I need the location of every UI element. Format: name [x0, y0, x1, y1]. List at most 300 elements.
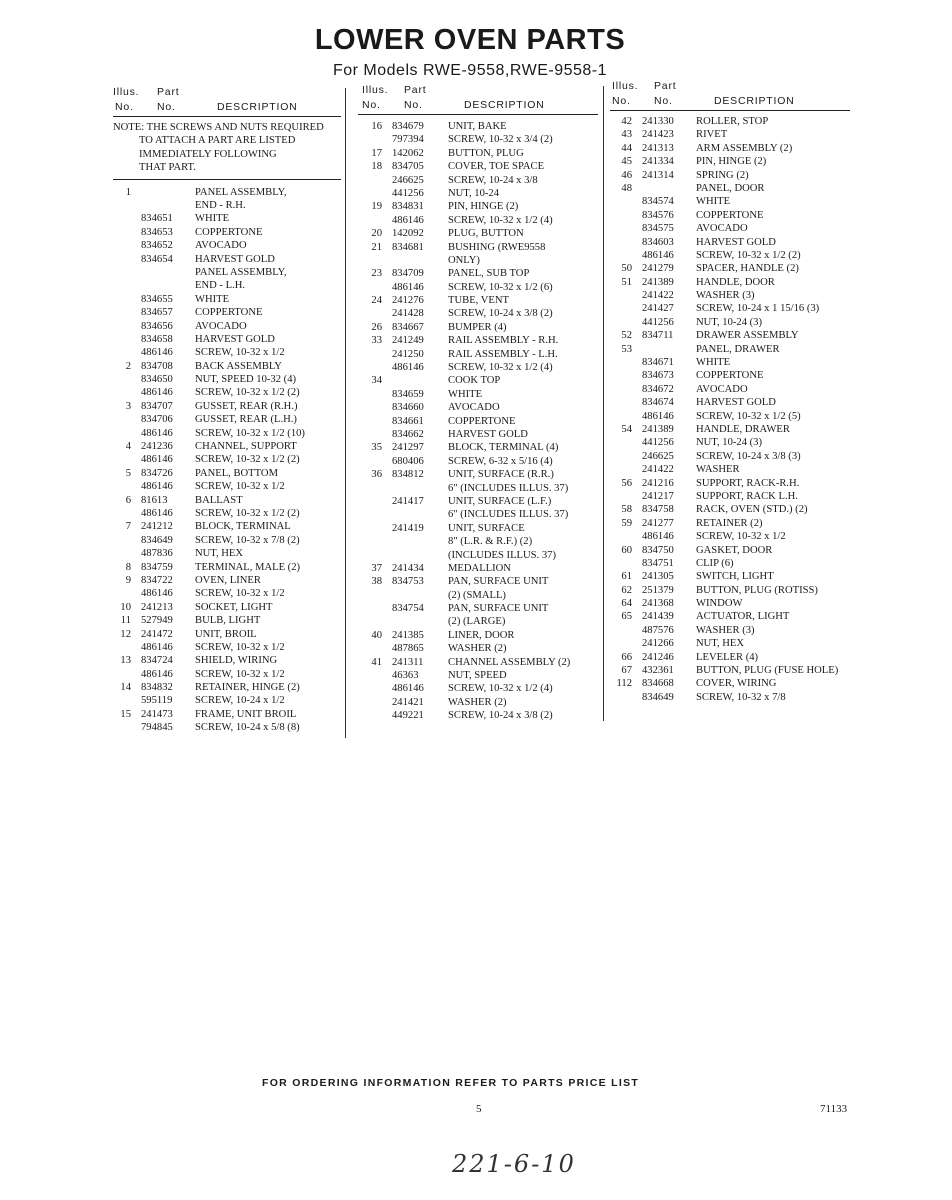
- parts-rows: [610, 115, 850, 704]
- part-number: 241385: [392, 629, 424, 641]
- parts-table-row: [113, 708, 341, 721]
- part-description: PANEL ASSEMBLY,: [195, 186, 287, 198]
- part-number: 241277: [642, 517, 674, 529]
- part-description: ACTUATOR, LIGHT: [696, 611, 790, 623]
- part-description: WASHER (2): [448, 643, 507, 655]
- part-number: 241216: [642, 477, 674, 489]
- header-description: DESCRIPTION: [714, 95, 795, 107]
- parts-table-row: [610, 423, 850, 436]
- parts-table-row: [113, 293, 341, 306]
- parts-table-row: [358, 522, 598, 535]
- part-description: WHITE: [195, 213, 230, 225]
- parts-table-row: [113, 427, 341, 440]
- parts-table-row: [113, 266, 341, 279]
- illus-number: 21: [371, 241, 382, 253]
- header-illus: Illus.: [362, 84, 389, 96]
- illus-number: 17: [371, 147, 382, 159]
- part-number: 241313: [642, 142, 674, 154]
- part-number: 486146: [392, 214, 424, 226]
- parts-table-row: [113, 239, 341, 252]
- header-part: Part: [157, 86, 180, 98]
- illus-number: 60: [621, 544, 632, 556]
- part-description: COVER, TOE SPACE: [448, 161, 545, 173]
- part-description: 6" (INCLUDES ILLUS. 37): [448, 482, 569, 494]
- part-number: 241421: [392, 696, 424, 708]
- parts-table-row: [610, 222, 850, 235]
- part-description: SUPPORT, RACK-R.H.: [696, 477, 800, 489]
- parts-table-row: [610, 396, 850, 409]
- part-number: 834603: [642, 236, 674, 248]
- part-number: 834707: [141, 400, 173, 412]
- part-description: UNIT, BROIL: [195, 628, 257, 640]
- part-description: END - R.H.: [195, 200, 246, 212]
- part-description: RAIL ASSEMBLY - R.H.: [448, 335, 559, 347]
- parts-table-row: [610, 262, 850, 275]
- illus-number: 6: [125, 494, 131, 506]
- parts-table-row: [358, 468, 598, 481]
- parts-table-row: [358, 200, 598, 213]
- parts-table-row: [113, 587, 341, 600]
- parts-table-row: [358, 120, 598, 133]
- header-description: DESCRIPTION: [464, 99, 545, 111]
- illus-number: 14: [120, 682, 131, 694]
- part-number: 834706: [141, 414, 173, 426]
- part-description: OVEN, LINER: [195, 574, 261, 586]
- part-number: 834726: [141, 467, 173, 479]
- part-number: 241389: [642, 423, 674, 435]
- part-description: (2) (LARGE): [448, 616, 506, 628]
- part-description: END - L.H.: [195, 280, 246, 292]
- parts-table-row: [113, 721, 341, 734]
- parts-table-row: [358, 428, 598, 441]
- part-description: TUBE, VENT: [448, 295, 510, 307]
- part-number: 486146: [141, 347, 173, 359]
- part-description: UNIT, SURFACE: [448, 522, 525, 534]
- illus-number: 10: [120, 601, 131, 613]
- parts-table-row: [113, 253, 341, 266]
- illus-number: 52: [621, 330, 632, 342]
- header-part: Part: [654, 80, 677, 92]
- part-description: SCREW, 10-32 x 1/2: [195, 668, 285, 680]
- parts-table-row: [610, 544, 850, 557]
- note-block: [113, 117, 341, 179]
- parts-table-row: [358, 575, 598, 588]
- parts-table-row: [610, 316, 850, 329]
- parts-table-row: [610, 356, 850, 369]
- part-number: 834673: [642, 370, 674, 382]
- part-description: SCREW, 10-32 x 7/8: [696, 691, 786, 703]
- part-number: 251379: [642, 584, 674, 596]
- note-line: THAT PART.: [139, 162, 196, 174]
- illus-number: 4: [125, 441, 131, 453]
- part-description: COPPERTONE: [195, 307, 263, 319]
- parts-table-row: [610, 276, 850, 289]
- part-number: 834758: [642, 504, 674, 516]
- part-description: SCREW, 10-32 x 1/2: [195, 641, 285, 653]
- illus-number: 41: [371, 656, 382, 668]
- illus-number: 36: [371, 469, 382, 481]
- parts-table-row: [358, 549, 598, 562]
- header-illus-no: No.: [115, 101, 134, 113]
- part-number: 834661: [392, 415, 424, 427]
- part-number: 241422: [642, 290, 674, 302]
- illus-number: 13: [120, 655, 131, 667]
- part-description: BUTTON, PLUG: [448, 147, 524, 159]
- part-number: 834662: [392, 428, 424, 440]
- note-line: TO ATTACH A PART ARE LISTED: [139, 135, 296, 147]
- part-number: 241472: [141, 628, 173, 640]
- parts-table-row: [113, 279, 341, 292]
- part-description: LEVELER (4): [696, 651, 759, 663]
- note-line: NOTE: THE SCREWS AND NUTS REQUIRED: [113, 122, 324, 133]
- part-description: WHITE: [195, 293, 230, 305]
- part-number: 241427: [642, 303, 674, 315]
- note-line: IMMEDIATELY FOLLOWING: [139, 148, 277, 160]
- parts-table-row: [610, 677, 850, 690]
- part-description: SCREW, 6-32 x 5/16 (4): [448, 455, 553, 467]
- header-illus-no: No.: [612, 95, 631, 107]
- part-description: SCREW, 10-32 x 1/2 (6): [448, 281, 553, 293]
- illus-number: 50: [621, 263, 632, 275]
- header-part-no: No.: [157, 101, 176, 113]
- part-description: BUTTON, PLUG (FUSE HOLE): [696, 665, 839, 677]
- part-number: 246625: [642, 450, 674, 462]
- part-number: 241419: [392, 522, 424, 534]
- parts-table-row: [113, 226, 341, 239]
- parts-table-row: [113, 534, 341, 547]
- parts-table-row: [113, 212, 341, 225]
- part-number: 241439: [642, 611, 674, 623]
- parts-table-row: [610, 128, 850, 141]
- part-number: 486146: [642, 531, 674, 543]
- illus-number: 44: [621, 142, 632, 154]
- part-number: 486146: [392, 281, 424, 293]
- part-description: COPPERTONE: [195, 226, 263, 238]
- part-description: BUSHING (RWE9558: [448, 241, 546, 253]
- part-description: PANEL, BOTTOM: [195, 467, 278, 479]
- header-part: Part: [404, 84, 427, 96]
- parts-table-row: [610, 369, 850, 382]
- part-description: PIN, HINGE (2): [696, 156, 767, 168]
- part-number: 246625: [392, 174, 424, 186]
- parts-table-row: [358, 174, 598, 187]
- part-description: UNIT, BAKE: [448, 121, 507, 132]
- parts-table-row: [358, 629, 598, 642]
- column-divider: [603, 86, 604, 721]
- parts-table-row: [610, 463, 850, 476]
- part-description: SCREW, 10-32 x 1/2: [696, 531, 786, 543]
- part-description: NUT, 10-24 (3): [696, 437, 762, 449]
- illus-number: 8: [125, 561, 131, 573]
- part-description: UNIT, SURFACE (R.R.): [448, 469, 554, 481]
- part-description: WHITE: [696, 196, 731, 208]
- part-number: 680406: [392, 455, 424, 467]
- parts-table-row: [358, 669, 598, 682]
- parts-table-row: [610, 490, 850, 503]
- parts-table-row: [113, 440, 341, 453]
- parts-table-row: [610, 530, 850, 543]
- parts-table-row: [610, 195, 850, 208]
- parts-table-row: [358, 415, 598, 428]
- illus-number: 1: [125, 186, 131, 198]
- part-description: SCREW, 10-32 x 1/2 (4): [448, 214, 553, 226]
- part-number: 241249: [392, 335, 424, 347]
- part-number: 834711: [642, 330, 674, 342]
- parts-table-row: [358, 187, 598, 200]
- column-header: [610, 80, 850, 110]
- illus-number: 15: [120, 708, 131, 720]
- part-number: 834658: [141, 333, 173, 345]
- part-number: 794845: [141, 722, 173, 734]
- parts-table-row: [113, 467, 341, 480]
- part-description: HARVEST GOLD: [696, 236, 776, 248]
- part-description: SCREW, 10-32 x 1/2: [195, 347, 285, 359]
- part-number: 834724: [141, 655, 173, 667]
- illus-number: 54: [621, 423, 632, 435]
- header-part-no: No.: [404, 99, 423, 111]
- part-number: 834660: [392, 402, 424, 414]
- part-number: 241473: [141, 708, 173, 720]
- part-number: 834759: [141, 561, 173, 573]
- parts-table-row: [113, 641, 341, 654]
- parts-table-row: [610, 115, 850, 128]
- parts-table-row: [113, 628, 341, 641]
- illus-number: 7: [125, 521, 131, 533]
- part-number: 241417: [392, 495, 424, 507]
- part-description: RIVET: [696, 129, 728, 141]
- part-number: 834708: [141, 360, 173, 372]
- part-description: SCREW, 10-32 x 1/2 (10): [195, 427, 305, 439]
- part-description: SHIELD, WIRING: [195, 655, 278, 667]
- part-description: AVOCADO: [696, 383, 748, 395]
- part-number: 241434: [392, 562, 424, 574]
- part-description: SCREW, 10-32 x 1/2: [195, 588, 285, 600]
- illus-number: 5: [125, 467, 131, 479]
- column-header: [113, 86, 341, 116]
- part-number: 241279: [642, 263, 674, 275]
- parts-table-row: [610, 436, 850, 449]
- parts-table-row: [610, 610, 850, 623]
- part-number: 834705: [392, 161, 424, 173]
- part-number: 487865: [392, 643, 424, 655]
- part-number: 834679: [392, 121, 424, 132]
- part-description: BACK ASSEMBLY: [195, 360, 282, 372]
- illus-number: 65: [621, 611, 632, 623]
- parts-table-row: [610, 450, 850, 463]
- parts-table-row: [610, 477, 850, 490]
- part-description: NUT, HEX: [195, 548, 244, 560]
- part-description: NUT, SPEED 10-32 (4): [195, 374, 297, 386]
- column-header: [358, 84, 598, 114]
- parts-table-row: [610, 343, 850, 356]
- part-number: 834812: [392, 469, 424, 481]
- handwritten-note: 221-6-10: [452, 1150, 576, 1178]
- illus-number: 58: [621, 504, 632, 516]
- part-description: SCREW, 10-32 x 1/2 (2): [195, 508, 300, 519]
- part-number: 487576: [642, 624, 674, 636]
- part-description: NUT, 10-24 (3): [696, 316, 762, 328]
- part-number: 834575: [642, 223, 674, 235]
- parts-table-row: [610, 557, 850, 570]
- note-rule: [113, 179, 341, 180]
- part-number: 834672: [642, 383, 674, 395]
- part-number: 486146: [141, 454, 173, 466]
- part-description: SCREW, 10-24 x 3/8 (3): [696, 450, 801, 462]
- parts-table-row: [358, 214, 598, 227]
- part-description: MEDALLION: [448, 562, 511, 574]
- part-number: 834674: [642, 397, 674, 409]
- parts-table-row: [610, 624, 850, 637]
- part-description: WASHER (2): [448, 696, 507, 708]
- part-description: DRAWER ASSEMBLY: [696, 330, 799, 342]
- header-part-no: No.: [654, 95, 673, 107]
- parts-table-row: [113, 400, 341, 413]
- parts-table-row: [610, 570, 850, 583]
- part-description: GUSSET, REAR (L.H.): [195, 414, 297, 426]
- part-number: 241217: [642, 490, 674, 502]
- part-description: LINER, DOOR: [448, 629, 515, 641]
- illus-number: 38: [371, 576, 382, 588]
- parts-table-row: [358, 241, 598, 254]
- illus-number: 56: [621, 477, 632, 489]
- part-number: 834655: [141, 293, 173, 305]
- part-number: 241423: [642, 129, 674, 141]
- parts-table-row: [358, 589, 598, 602]
- part-number: 834831: [392, 201, 424, 213]
- parts-table-row: [610, 155, 850, 168]
- part-description: GUSSET, REAR (R.H.): [195, 400, 298, 412]
- part-number: 241422: [642, 464, 674, 476]
- parts-table-row: [358, 361, 598, 374]
- parts-table-row: [610, 410, 850, 423]
- parts-table-row: [610, 302, 850, 315]
- part-description: PANEL, SUB TOP: [448, 268, 530, 280]
- parts-table-row: [358, 441, 598, 454]
- part-description: SCREW, 10-32 x 1/2 (2): [696, 249, 801, 261]
- part-description: SCREW, 10-24 x 5/8 (8): [195, 722, 300, 734]
- part-number: 241297: [392, 442, 424, 454]
- parts-table-row: [358, 374, 598, 387]
- part-number: 834649: [642, 691, 674, 703]
- part-description: NUT, SPEED: [448, 670, 507, 682]
- header-illus: Illus.: [612, 80, 639, 92]
- part-description: SCREW, 10-24 x 1/2: [195, 695, 285, 707]
- part-number: 241305: [642, 571, 674, 583]
- parts-table-row: [358, 267, 598, 280]
- parts-column-1: [113, 86, 341, 735]
- part-number: 595119: [141, 695, 173, 707]
- parts-table-row: [610, 236, 850, 249]
- illus-number: 53: [621, 343, 632, 355]
- models-subtitle: For Models RWE-9558,RWE-9558-1: [332, 62, 608, 79]
- parts-table-row: [358, 495, 598, 508]
- parts-table-row: [113, 186, 341, 199]
- part-number: 834751: [642, 557, 674, 569]
- part-description: AVOCADO: [696, 223, 748, 235]
- part-description: HANDLE, DOOR: [696, 276, 775, 288]
- part-number: 441256: [642, 316, 674, 328]
- parts-rows: [113, 186, 341, 735]
- part-description: BALLAST: [195, 494, 243, 506]
- parts-table-row: [358, 160, 598, 173]
- part-number: 486146: [141, 668, 173, 680]
- parts-table-row: [113, 614, 341, 627]
- parts-table-row: [358, 642, 598, 655]
- parts-table-row: [358, 508, 598, 521]
- part-description: SOCKET, LIGHT: [195, 601, 273, 613]
- parts-table-row: [610, 517, 850, 530]
- illus-number: 9: [125, 574, 131, 586]
- part-description: COPPERTONE: [696, 370, 764, 382]
- parts-table-row: [610, 383, 850, 396]
- header-illus: Illus.: [113, 86, 140, 98]
- part-number: 486146: [141, 588, 173, 600]
- parts-table-row: [358, 388, 598, 401]
- part-number: 834657: [141, 307, 173, 319]
- part-number: 834649: [141, 534, 173, 546]
- parts-table-row: [358, 254, 598, 267]
- part-number: 834832: [141, 682, 173, 694]
- part-description: SUPPORT, RACK L.H.: [696, 490, 798, 502]
- illus-number: 2: [125, 360, 131, 372]
- illus-number: 33: [371, 335, 382, 347]
- part-number: 241314: [642, 169, 674, 181]
- parts-table-row: [358, 682, 598, 695]
- parts-table-row: [358, 281, 598, 294]
- parts-table-row: [113, 681, 341, 694]
- illus-number: 64: [621, 598, 632, 610]
- parts-table-row: [358, 535, 598, 548]
- header-illus-no: No.: [362, 99, 381, 111]
- parts-table-row: [358, 602, 598, 615]
- part-description: BLOCK, TERMINAL (4): [448, 442, 559, 454]
- part-description: HARVEST GOLD: [448, 428, 528, 440]
- part-number: 432361: [642, 665, 674, 677]
- illus-number: 46: [621, 169, 632, 181]
- parts-table-row: [358, 334, 598, 347]
- part-number: 441256: [642, 437, 674, 449]
- part-description: RETAINER, HINGE (2): [195, 682, 300, 694]
- parts-table-row: [358, 615, 598, 628]
- parts-table-row: [113, 654, 341, 667]
- part-number: 834653: [141, 226, 173, 238]
- parts-table-row: [113, 373, 341, 386]
- part-description: HARVEST GOLD: [195, 253, 275, 265]
- part-number: 241250: [392, 348, 424, 360]
- illus-number: 66: [621, 651, 632, 663]
- illus-number: 40: [371, 629, 382, 641]
- illus-number: 11: [120, 615, 131, 627]
- part-description: SCREW, 10-24 x 3/8: [448, 174, 538, 186]
- parts-table-row: [113, 320, 341, 333]
- part-number: 46363: [392, 670, 419, 682]
- part-number: 486146: [141, 481, 173, 493]
- parts-table-row: [610, 249, 850, 262]
- part-description: BUMPER (4): [448, 321, 507, 333]
- part-description: NUT, HEX: [696, 638, 745, 650]
- parts-table-row: [113, 574, 341, 587]
- part-description: COPPERTONE: [696, 209, 764, 221]
- part-description: BLOCK, TERMINAL: [195, 521, 291, 533]
- part-description: SCREW, 10-24 x 1 15/16 (3): [696, 303, 820, 315]
- illus-number: 18: [371, 161, 382, 173]
- part-number: 142092: [392, 228, 424, 240]
- part-number: 834650: [141, 374, 173, 386]
- illus-number: 61: [621, 571, 632, 583]
- parts-table-row: [113, 413, 341, 426]
- part-number: 834668: [642, 678, 674, 690]
- column-divider: [345, 88, 346, 738]
